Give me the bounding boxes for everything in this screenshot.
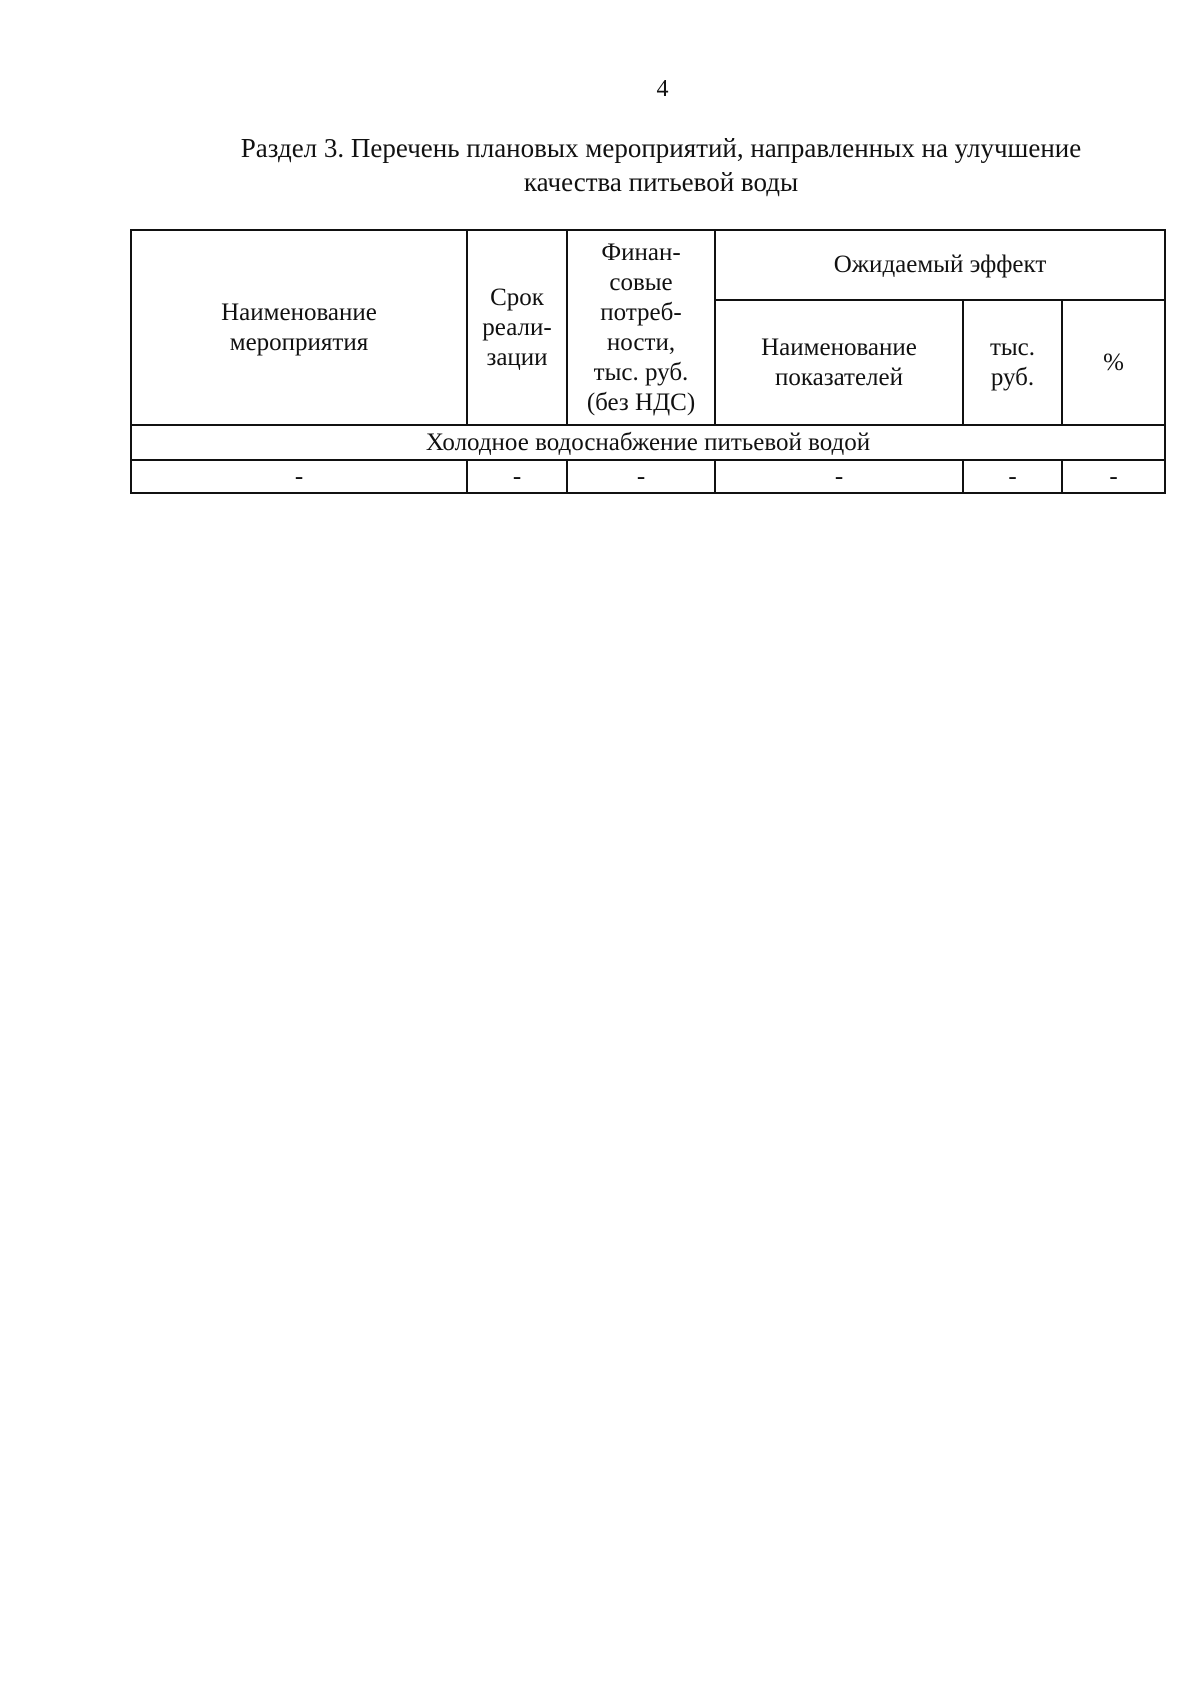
header-measure-name: Наименование мероприятия: [131, 230, 467, 425]
table-row: [131, 460, 1165, 493]
header-thousand-rub: тыс. руб.: [963, 300, 1062, 425]
section-title-line-1: Раздел 3. Перечень плановых мероприятий, направленных на улучшение: [240, 133, 1082, 163]
header-financial-needs: Финан- совые потреб- ности, тыс. руб. (без НДС): [567, 230, 715, 425]
header-indicator-name: Наименование показателей: [715, 300, 963, 425]
section-title: [130, 131, 1192, 199]
table-header-row-1: [131, 230, 1165, 300]
header-implementation-term: Срок реали- зации: [467, 230, 567, 425]
page-number: 4: [656, 76, 669, 102]
table-cell: -: [131, 460, 467, 493]
section-cold-water-supply: Холодное водоснабжение питьевой водой: [131, 425, 1165, 460]
measures-table: [130, 229, 1166, 494]
table-cell: -: [963, 460, 1062, 493]
header-expected-effect: Ожидаемый эффект: [715, 230, 1165, 300]
table-section-row: [131, 425, 1165, 460]
table-cell: -: [1062, 460, 1165, 493]
section-title-line-2: качества питьевой воды: [523, 167, 799, 197]
header-percent: %: [1062, 300, 1165, 425]
table-cell: -: [715, 460, 963, 493]
table-cell: -: [567, 460, 715, 493]
table-cell: -: [467, 460, 567, 493]
